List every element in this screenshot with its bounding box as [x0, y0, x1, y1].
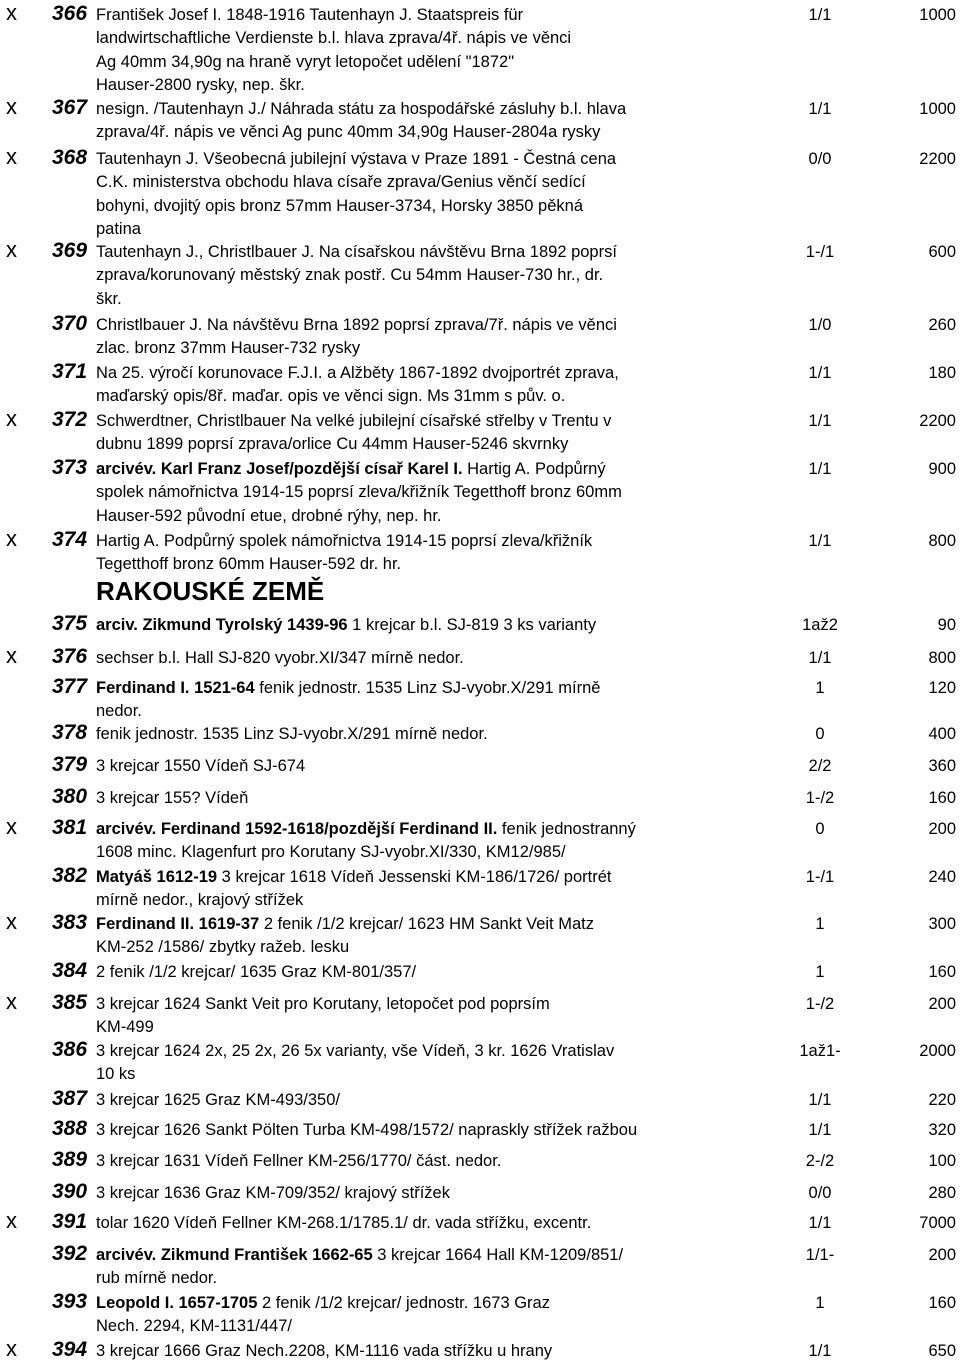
lot-number: 380	[52, 785, 88, 808]
lot-number: 369	[52, 239, 88, 262]
lot-grade: 1/1	[808, 1091, 832, 1109]
lot-grade: 1-/1	[805, 868, 835, 886]
lot-grade: 2/2	[808, 757, 832, 775]
lot-grade: 0	[815, 725, 825, 743]
lot-number: 378	[52, 721, 88, 744]
lot-mark: x	[6, 0, 17, 25]
lot-price: 240	[928, 868, 956, 886]
lot-grade: 1/1	[808, 1342, 832, 1360]
lot-number: 372	[52, 408, 88, 431]
lot-grade: 1/1	[808, 1214, 832, 1232]
lot-ruler: arcivév. Karl Franz Josef/pozdější císař Karel I.	[96, 460, 463, 478]
lot-price: 260	[928, 316, 956, 334]
lot-mark: x	[6, 1208, 17, 1233]
lot-grade: 1/1	[808, 364, 832, 382]
lot-ruler: Leopold I. 1657-1705	[96, 1294, 258, 1312]
lot-description: Matyáš 1612-19 3 krejcar 1618 Vídeň Jessenski KM-186/1726/ portrét mírně nedor., krajový střížek	[96, 868, 612, 910]
lot-description: Leopold I. 1657-1705 2 fenik /1/2 krejcar/ jednostr. 1673 Graz Nech. 2294, KM-1131/447/	[96, 1294, 550, 1336]
lot-number: 384	[52, 959, 88, 982]
lot-mark: x	[6, 814, 17, 839]
lot-description: 3 krejcar 1550 Vídeň SJ-674	[96, 757, 306, 775]
lot-ruler: Matyáš 1612-19	[96, 868, 218, 886]
lot-price: 160	[928, 963, 956, 981]
lot-number: 376	[52, 645, 88, 668]
lot-price: 180	[928, 364, 956, 382]
lot-description: 3 krejcar 1624 2x, 25 2x, 26 5x varianty, vše Vídeň, 3 kr. 1626 Vratislav 10 ks	[96, 1042, 615, 1084]
lot-price: 650	[928, 1342, 956, 1360]
lot-price: 800	[928, 532, 956, 550]
lot-description: Na 25. výročí korunovace F.J.I. a Alžběty 1867-1892 dvojportrét zprava, maďarský opis/8ř. maďar. opis ve věnci sign. Ms 31mm s pův. o.	[96, 364, 619, 406]
lot-grade: 1	[815, 679, 825, 697]
lot-description: Tautenhayn J. Všeobecná jubilejní výstava v Praze 1891 - Čestná cena C.K. ministerstva obchodu hlava císaře zprava/Genius věnčí sedící bohyni, dvojitý opis bronz 57mm Hauser-3734, Horsky 3850 pěkná patina	[96, 150, 617, 238]
lot-description: 3 krejcar 1631 Vídeň Fellner KM-256/1770/ část. nedor.	[96, 1152, 502, 1170]
lot-price: 7000	[919, 1214, 956, 1232]
lot-number: 377	[52, 675, 88, 698]
lot-price: 2000	[919, 1042, 956, 1060]
lot-description: 3 krejcar 1666 Graz Nech.2208, KM-1116 vada střížku u hrany	[96, 1342, 553, 1360]
lot-grade: 1-/2	[805, 995, 835, 1013]
lot-number: 374	[52, 528, 88, 551]
lot-number: 390	[52, 1180, 88, 1203]
lot-number: 367	[52, 96, 88, 119]
lot-number: 389	[52, 1148, 88, 1171]
lot-description: arcivév. Ferdinand 1592-1618/pozdější Ferdinand II. fenik jednostranný 1608 minc. Klagenfurt pro Korutany SJ-vyobr.XI/330, KM12/985/	[96, 820, 636, 862]
lot-price: 160	[928, 1294, 956, 1312]
lot-description: František Josef I. 1848-1916 Tautenhayn J. Staatspreis für landwirtschaftliche Verdienste b.l. hlava zprava/4ř. nápis ve věnci Ag 40mm 34,90g na hraně vyryt letopočet udělení "1872" Hauser-2800 rysky, nep. škr.	[96, 6, 572, 94]
lot-grade: 1až2	[802, 616, 838, 634]
lot-grade: 1/1	[808, 100, 832, 118]
lot-description: tolar 1620 Vídeň Fellner KM-268.1/1785.1/ dr. vada střížku, excentr.	[96, 1214, 592, 1232]
lot-price: 2200	[919, 412, 956, 430]
lot-number: 383	[52, 911, 88, 934]
lot-mark: x	[6, 526, 17, 551]
lot-grade: 1až1-	[799, 1042, 841, 1060]
lot-grade: 1-/1	[805, 243, 835, 261]
lot-price: 280	[928, 1184, 956, 1202]
lot-number: 394	[52, 1338, 88, 1361]
lot-price: 320	[928, 1121, 956, 1139]
lot-number: 387	[52, 1087, 88, 1110]
lot-mark: x	[6, 909, 17, 934]
lot-price: 1000	[919, 100, 956, 118]
lot-price: 900	[928, 460, 956, 478]
lot-number: 375	[52, 612, 88, 635]
lot-description: arcivév. Zikmund František 1662-65 3 krejcar 1664 Hall KM-1209/851/ rub mírně nedor.	[96, 1246, 624, 1288]
lot-grade: 1	[815, 915, 825, 933]
section-heading: RAKOUSKÉ ZEMĚ	[96, 576, 325, 606]
lot-description: Hartig A. Podpůrný spolek námořnictva 1914-15 poprsí zleva/křižník Tegetthoff bronz 60mm Hauser-592 dr. hr.	[96, 532, 593, 574]
lot-description: 3 krejcar 155? Vídeň	[96, 789, 249, 807]
lot-number: 371	[52, 360, 88, 383]
lot-mark: x	[6, 94, 17, 119]
lot-grade: 1/1	[808, 412, 832, 430]
lot-grade: 2-/2	[805, 1152, 835, 1170]
lot-grade: 0	[815, 820, 825, 838]
lot-ruler: Ferdinand I. 1521-64	[96, 679, 255, 697]
lot-grade: 1/1	[808, 460, 832, 478]
lot-number: 388	[52, 1117, 88, 1140]
lot-description: 3 krejcar 1625 Graz KM-493/350/	[96, 1091, 340, 1109]
lot-number: 393	[52, 1290, 88, 1313]
lot-description: Ferdinand II. 1619-37 2 fenik /1/2 krejcar/ 1623 HM Sankt Veit Matz KM-252 /1586/ zbytky ražeb. lesku	[96, 915, 594, 957]
lot-price: 1000	[919, 6, 956, 24]
lot-grade: 1/1	[808, 6, 832, 24]
lot-description: Christlbauer J. Na návštěvu Brna 1892 poprsí zprava/7ř. nápis ve věnci zlac. bronz 37mm Hauser-732 rysky	[96, 316, 617, 358]
lot-price: 200	[928, 820, 956, 838]
lot-ruler: Ferdinand II. 1619-37	[96, 915, 260, 933]
lot-price: 200	[928, 1246, 956, 1264]
lot-number: 391	[52, 1210, 88, 1233]
lot-number: 382	[52, 864, 88, 887]
lot-description: arciv. Zikmund Tyrolský 1439-96 1 krejcar b.l. SJ-819 3 ks varianty	[96, 616, 597, 634]
lot-grade: 0/0	[808, 150, 832, 168]
lot-grade: 1/1	[808, 1121, 832, 1139]
lot-mark: x	[6, 989, 17, 1014]
lot-grade: 1/1	[808, 532, 832, 550]
lot-description: fenik jednostr. 1535 Linz SJ-vyobr.X/291 mírně nedor.	[96, 725, 488, 743]
lot-ruler: arciv. Zikmund Tyrolský 1439-96	[96, 616, 348, 634]
lot-description: arcivév. Karl Franz Josef/pozdější císař Karel I. Hartig A. Podpůrný spolek námořnictva 1914-15 poprsí zleva/křižník Tegetthoff bronz 60mm Hauser-592 původní etue, drobné rýhy, nep. hr.	[96, 460, 622, 525]
lot-grade: 0/0	[808, 1184, 832, 1202]
lot-description: 3 krejcar 1636 Graz KM-709/352/ krajový střížek	[96, 1184, 450, 1202]
lot-mark: x	[6, 643, 17, 668]
lot-number: 368	[52, 146, 88, 169]
lot-price: 100	[928, 1152, 956, 1170]
lot-price: 90	[937, 616, 956, 634]
lot-description: Tautenhayn J., Christlbauer J. Na císařskou návštěvu Brna 1892 poprsí zprava/korunovaný městský znak postř. Cu 54mm Hauser-730 hr., dr. škr.	[96, 243, 617, 308]
lot-grade: 1-/2	[805, 789, 835, 807]
lot-description: sechser b.l. Hall SJ-820 vyobr.XI/347 mírně nedor.	[96, 649, 464, 667]
lot-number: 386	[52, 1038, 88, 1061]
lot-grade: 1	[815, 1294, 825, 1312]
lot-mark: x	[6, 144, 17, 169]
lot-price: 800	[928, 649, 956, 667]
lot-number: 381	[52, 816, 88, 839]
lot-description: nesign. /Tautenhayn J./ Náhrada státu za hospodářské zásluhy b.l. hlava zprava/4ř. nápis ve věnci Ag punc 40mm 34,90g Hauser-2804a rysky	[96, 100, 627, 142]
lot-price: 600	[928, 243, 956, 261]
lot-ruler: arcivév. Ferdinand 1592-1618/pozdější Ferdinand II.	[96, 820, 498, 838]
lot-number: 366	[52, 2, 88, 25]
lot-number: 392	[52, 1242, 88, 1265]
lot-mark: x	[6, 1336, 17, 1361]
lot-description: 3 krejcar 1626 Sankt Pölten Turba KM-498/1572/ napraskly střížek ražbou	[96, 1121, 638, 1139]
lot-mark: x	[6, 406, 17, 431]
lot-description: Schwerdtner, Christlbauer Na velké jubilejní císařské střelby v Trentu v dubnu 1899 poprsí zprava/orlice Cu 44mm Hauser-5246 skvrnky	[96, 412, 612, 454]
lot-number: 370	[52, 312, 88, 335]
lot-description: 3 krejcar 1624 Sankt Veit pro Korutany, letopočet pod poprsím KM-499	[96, 995, 550, 1037]
lot-number: 379	[52, 753, 88, 776]
lot-grade: 1	[815, 963, 825, 981]
lot-number: 373	[52, 456, 88, 479]
lot-description: Ferdinand I. 1521-64 fenik jednostr. 1535 Linz SJ-vyobr.X/291 mírně nedor.	[96, 679, 601, 721]
lot-price: 400	[928, 725, 956, 743]
lot-price: 160	[928, 789, 956, 807]
lot-price: 360	[928, 757, 956, 775]
lot-number: 385	[52, 991, 88, 1014]
lot-description: 2 fenik /1/2 krejcar/ 1635 Graz KM-801/357/	[96, 963, 417, 981]
lot-grade: 1/1-	[805, 1246, 835, 1264]
lot-grade: 1/0	[808, 316, 832, 334]
lot-price: 300	[928, 915, 956, 933]
lot-price: 220	[928, 1091, 956, 1109]
lot-ruler: arcivév. Zikmund František 1662-65	[96, 1246, 373, 1264]
lot-price: 120	[928, 679, 956, 697]
lot-price: 200	[928, 995, 956, 1013]
lot-mark: x	[6, 237, 17, 262]
lot-grade: 1/1	[808, 649, 832, 667]
lot-price: 2200	[919, 150, 956, 168]
